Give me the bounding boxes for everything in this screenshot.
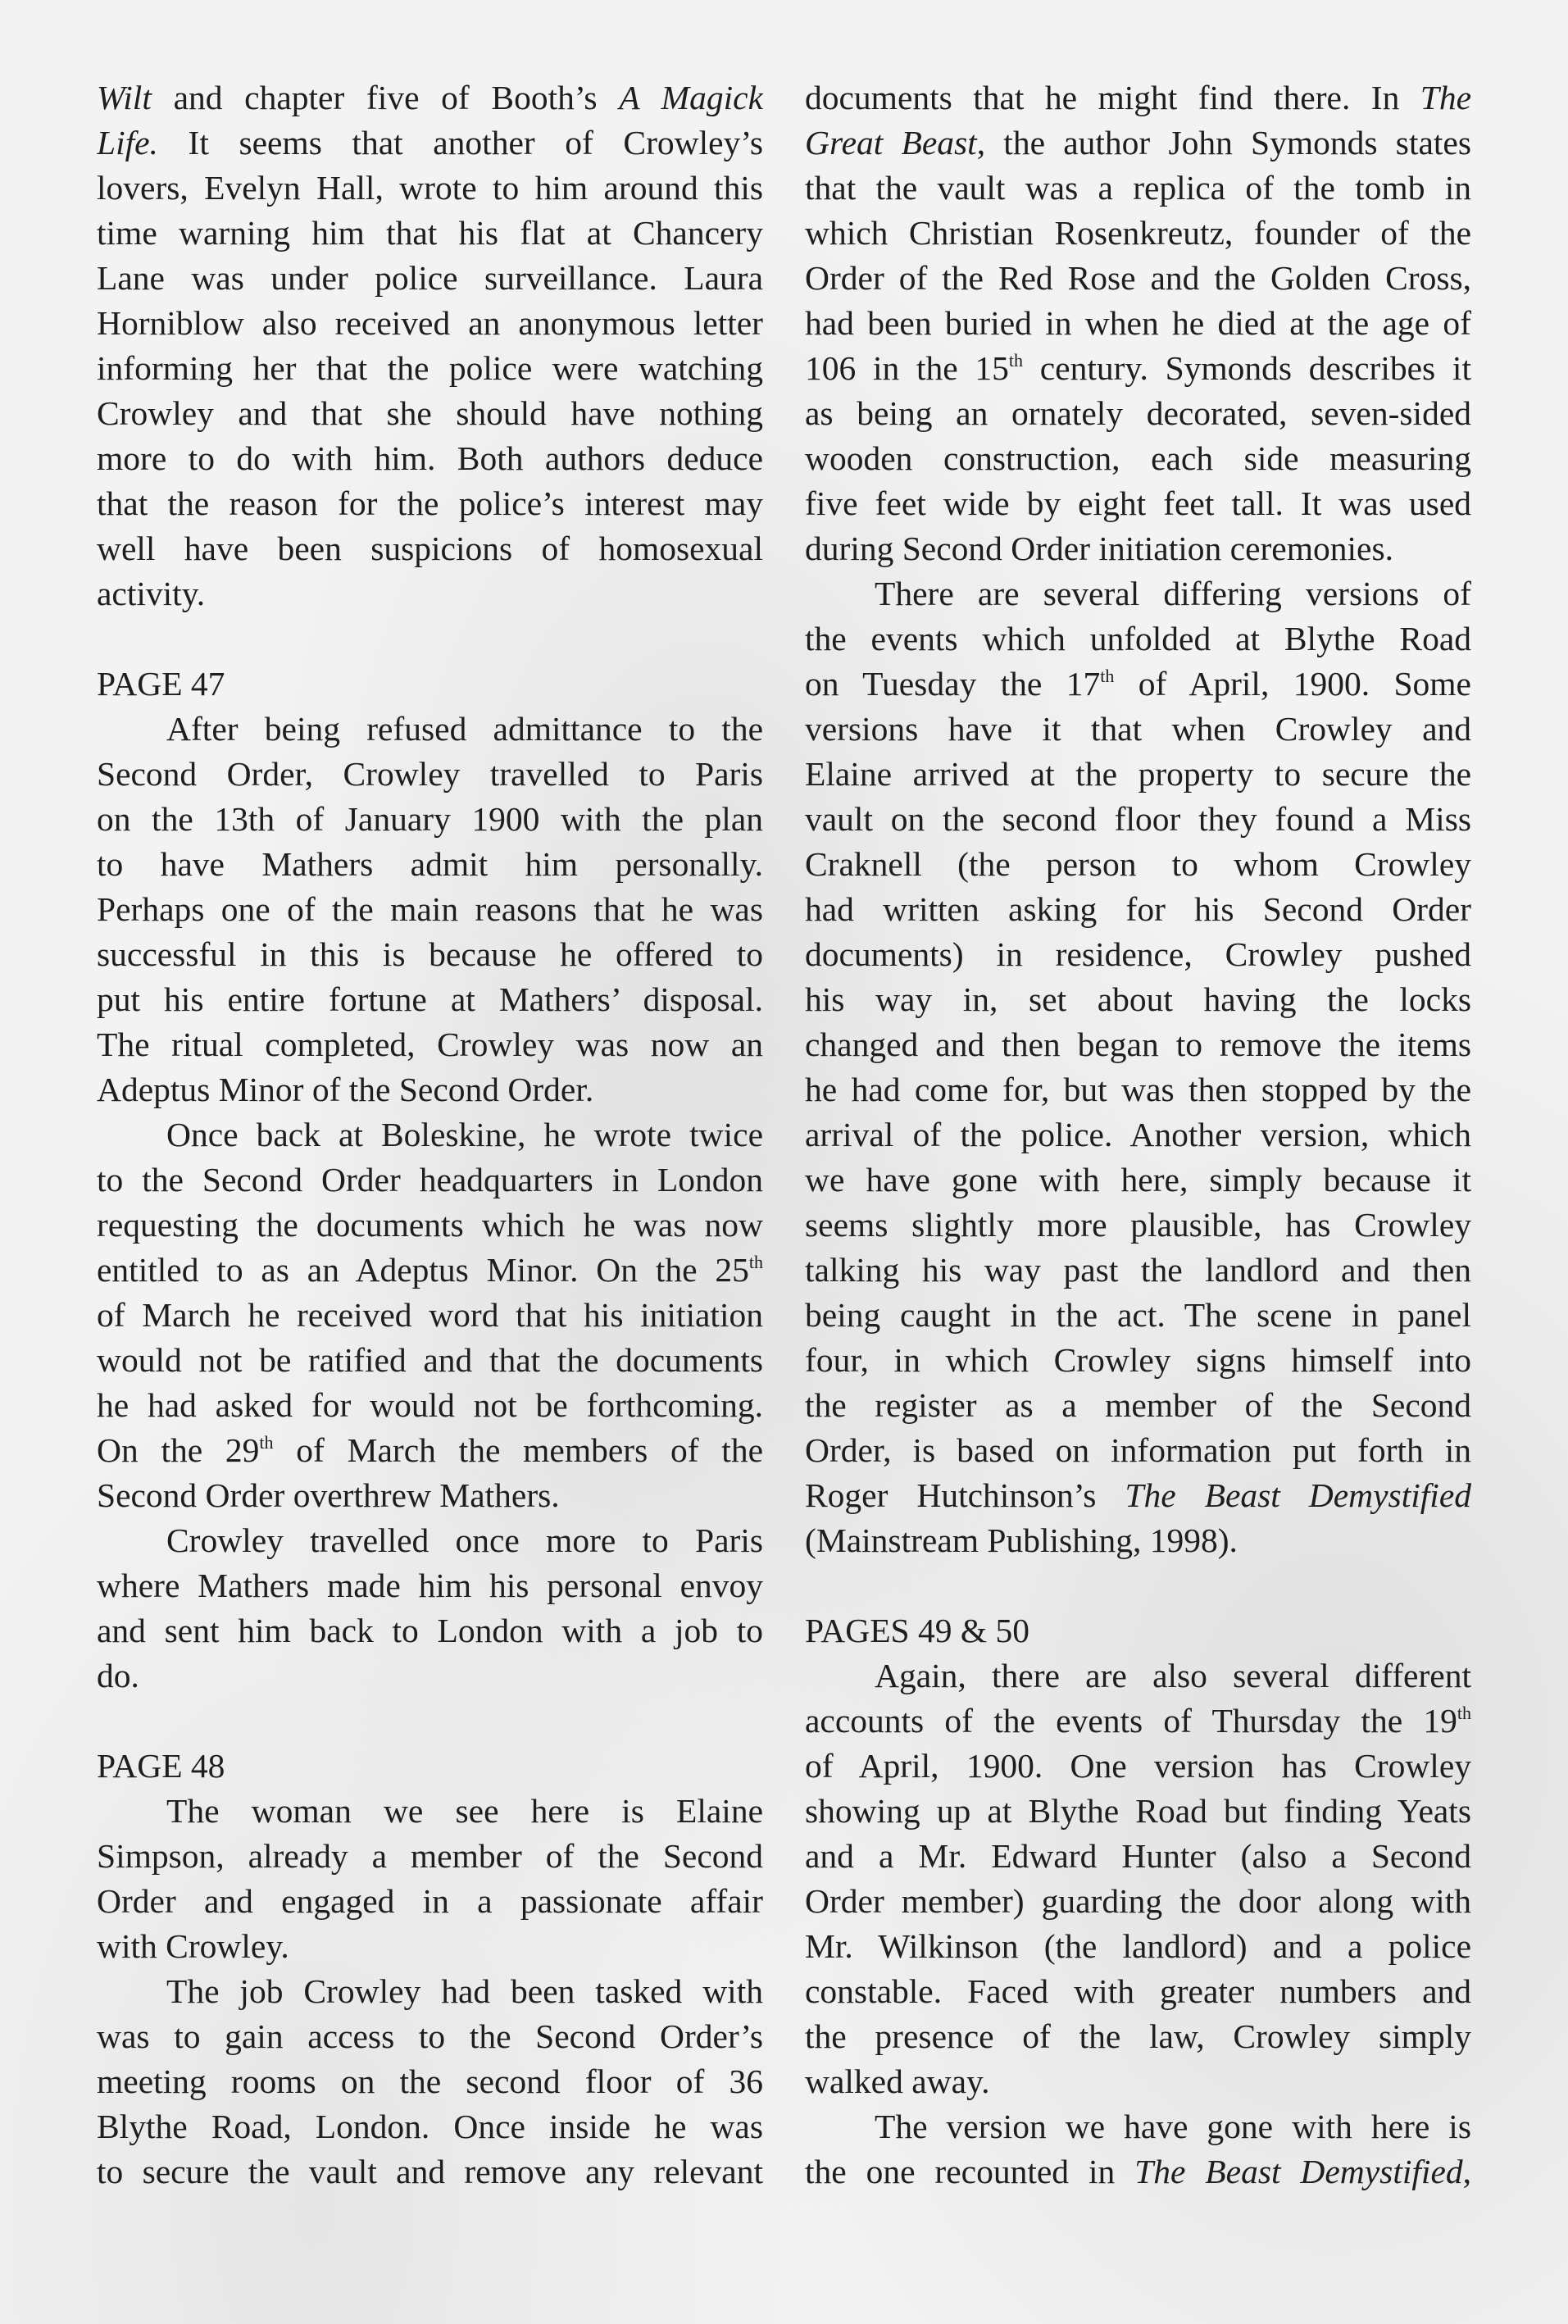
section-heading: [97, 662, 763, 707]
text-line: [97, 842, 763, 887]
text-run: Roger Hutchinson’s: [805, 1476, 1125, 1514]
text-line: [805, 166, 1471, 211]
text-line: [805, 301, 1471, 346]
text-line: [97, 1518, 763, 1563]
text-line: [805, 842, 1471, 887]
text-run: activity.: [97, 575, 206, 612]
text-run: PAGE 48: [97, 1747, 225, 1785]
text-run: Elaine arrived at the property to secure the: [805, 755, 1471, 793]
text-line: [97, 256, 763, 301]
text-line: [97, 75, 763, 121]
text-line: [97, 301, 763, 346]
text-run: more to do with him. Both authors deduce: [97, 439, 763, 477]
text-line: [805, 1969, 1471, 2014]
text-line: [97, 1248, 763, 1293]
text-run: his way in, set about having the locks: [805, 980, 1471, 1018]
text-run: requesting the documents which he was now: [97, 1206, 763, 1244]
text-run: that the vault was a replica of the tomb in: [805, 169, 1471, 207]
text-run: had been buried in when he died at the age of: [805, 304, 1471, 342]
text-run: to the Second Order headquarters in London: [97, 1161, 763, 1198]
text-line: [97, 1608, 763, 1653]
text-line: [805, 436, 1471, 481]
text-line: [805, 1879, 1471, 1924]
text-line: [97, 1203, 763, 1248]
text-line: [97, 1969, 763, 2014]
text-run: which Christian Rosenkreutz, founder of the: [805, 214, 1471, 252]
text-line: [97, 1834, 763, 1879]
ordinal-superscript: th: [748, 1252, 763, 1272]
text-line: [805, 346, 1471, 391]
text-run: successful in this is because he offered to: [97, 935, 763, 973]
text-line: [97, 1022, 763, 1067]
text-line: [805, 1789, 1471, 1834]
italic-title: Wilt: [97, 79, 152, 116]
text-run: , the author John Symonds states: [976, 124, 1471, 161]
text-run: where Mathers made him his personal envoy: [97, 1567, 763, 1604]
text-line: [97, 797, 763, 842]
text-line: [97, 1157, 763, 1203]
text-line: [805, 121, 1471, 166]
text-line: [97, 166, 763, 211]
text-run: of March the members of the: [273, 1431, 763, 1469]
text-run: century. Symonds describes it: [1023, 349, 1471, 387]
text-run: the register as a member of the Second: [805, 1386, 1471, 1424]
text-line: [805, 1067, 1471, 1112]
text-line: [97, 436, 763, 481]
text-run: PAGES 49 & 50: [805, 1612, 1030, 1649]
text-run: being caught in the act. The scene in panel: [805, 1296, 1471, 1334]
text-run: Once back at Boleskine, he wrote twice: [166, 1116, 763, 1153]
text-line: [97, 1699, 763, 1744]
text-run: that the reason for the police’s interest may: [97, 484, 763, 522]
italic-title: Great Beast: [805, 124, 977, 161]
text-run: showing up at Blythe Road but finding Yeats: [805, 1792, 1471, 1830]
ordinal-superscript: th: [259, 1432, 274, 1453]
text-run: entitled to as an Adeptus Minor. On the 25: [97, 1251, 749, 1289]
italic-title: The: [1420, 79, 1471, 116]
text-run: Mr. Wilkinson (the landlord) and a police: [805, 1927, 1471, 1965]
text-line: [805, 1157, 1471, 1203]
ordinal-superscript: th: [1457, 1703, 1471, 1723]
text-run: and a Mr. Edward Hunter (also a Second: [805, 1837, 1471, 1875]
text-run: would not be ratified and that the documents: [97, 1341, 763, 1379]
text-line: [805, 662, 1471, 707]
text-line: [805, 1293, 1471, 1338]
text-line: [97, 1879, 763, 1924]
text-run: constable. Faced with greater numbers and: [805, 1972, 1471, 2010]
text-line: [805, 1473, 1471, 1518]
text-run: meeting rooms on the second floor of 36: [97, 2062, 763, 2100]
text-line: [97, 1067, 763, 1112]
text-line: [97, 346, 763, 391]
text-run: of April, 1900. One version has Crowley: [805, 1747, 1471, 1785]
text-line: [805, 752, 1471, 797]
text-run: the events which unfolded at Blythe Road: [805, 620, 1471, 657]
text-run: the presence of the law, Crowley simply: [805, 2017, 1471, 2055]
text-run: Simpson, already a member of the Second: [97, 1837, 763, 1875]
text-line: [97, 1338, 763, 1383]
text-run: of April, 1900. Some: [1114, 665, 1471, 703]
text-run: Second Order, Crowley travelled to Paris: [97, 755, 763, 793]
italic-title: The Beast Demystified: [1125, 1476, 1471, 1514]
text-line: [97, 1293, 763, 1338]
text-line: [97, 1924, 763, 1969]
text-run: The job Crowley had been tasked with: [166, 1972, 763, 2010]
text-run: we have gone with here, simply because it: [805, 1161, 1471, 1198]
text-run: and chapter five of Booth’s: [151, 79, 620, 116]
text-line: [97, 2014, 763, 2059]
text-run: arrival of the police. Another version, which: [805, 1116, 1471, 1153]
text-line: [805, 75, 1471, 121]
text-line: [805, 1112, 1471, 1157]
text-run: Crowley travelled once more to Paris: [166, 1521, 763, 1559]
ordinal-superscript: th: [1008, 350, 1024, 371]
text-run: with Crowley.: [97, 1927, 289, 1965]
text-line: [97, 121, 763, 166]
text-line: [97, 1383, 763, 1428]
text-run: documents that he might find there. In: [805, 79, 1420, 116]
text-line: [97, 932, 763, 977]
text-run: Adeptus Minor of the Second Order.: [97, 1071, 594, 1108]
text-line: [805, 526, 1471, 571]
text-line: [805, 797, 1471, 842]
text-run: The version we have gone with here is: [875, 2108, 1471, 2145]
text-run: Horniblow also received an anonymous letter: [97, 304, 763, 342]
text-run: well have been suspicions of homosexual: [97, 530, 763, 567]
text-run: Craknell (the person to whom Crowley: [805, 845, 1471, 883]
text-run: Order member) guarding the door along with: [805, 1882, 1471, 1920]
text-run: 106 in the 15: [805, 349, 1009, 387]
text-run: PAGE 47: [97, 665, 225, 703]
text-line: [97, 1473, 763, 1518]
text-run: Second Order overthrew Mathers.: [97, 1476, 560, 1514]
text-line: [97, 2104, 763, 2149]
text-run: ,: [1462, 2153, 1471, 2190]
text-run: walked away.: [805, 2062, 990, 2100]
text-run: Order of the Red Rose and the Golden Cross,: [805, 259, 1471, 297]
text-run: time warning him that his flat at Chancery: [97, 214, 763, 252]
text-line: [805, 571, 1471, 616]
text-line: [805, 616, 1471, 662]
text-line: [97, 2149, 763, 2194]
text-run: informing her that the police were watching: [97, 349, 763, 387]
text-run: accounts of the events of Thursday the 19: [805, 1702, 1457, 1740]
text-line: [805, 2059, 1471, 2104]
text-line: [97, 571, 763, 616]
text-run: changed and then began to remove the items: [805, 1026, 1471, 1063]
text-run: the one recounted in: [805, 2153, 1135, 2190]
text-line: [97, 211, 763, 256]
text-line: [97, 752, 763, 797]
text-run: talking his way past the landlord and then: [805, 1251, 1471, 1289]
text-run: Lane was under police surveillance. Laura: [97, 259, 763, 297]
text-line: [805, 1699, 1471, 1744]
text-line: [97, 616, 763, 662]
text-run: After being refused admittance to the: [166, 710, 763, 748]
text-run: versions have it that when Crowley and: [805, 710, 1471, 748]
text-run: Perhaps one of the main reasons that he was: [97, 890, 763, 928]
text-line: [97, 481, 763, 526]
text-run: (Mainstream Publishing, 1998).: [805, 1521, 1238, 1559]
text-line: [805, 1338, 1471, 1383]
text-run: seems slightly more plausible, has Crowley: [805, 1206, 1471, 1244]
text-line: [805, 2149, 1471, 2194]
text-line: [805, 1022, 1471, 1067]
text-line: [97, 1563, 763, 1608]
text-line: [805, 887, 1471, 932]
text-run: The ritual completed, Crowley was now an: [97, 1026, 763, 1063]
text-line: [97, 526, 763, 571]
text-run: wooden construction, each side measuring: [805, 439, 1471, 477]
text-line: [805, 932, 1471, 977]
text-line: [805, 1653, 1471, 1699]
text-run: on Tuesday the 17: [805, 665, 1101, 703]
italic-title: A Magick: [619, 79, 763, 116]
text-line: [97, 1653, 763, 1699]
text-run: during Second Order initiation ceremonies.: [805, 530, 1393, 567]
text-run: put his entire fortune at Mathers’ disposal.: [97, 980, 763, 1018]
text-run: lovers, Evelyn Hall, wrote to him around this: [97, 169, 763, 207]
text-line: [805, 211, 1471, 256]
text-line: [805, 1744, 1471, 1789]
text-run: There are several differing versions of: [875, 575, 1471, 612]
text-run: was to gain access to the Second Order’s: [97, 2017, 763, 2055]
italic-title: Life.: [97, 124, 158, 161]
text-line: [805, 2104, 1471, 2149]
text-run: five feet wide by eight feet tall. It was used: [805, 484, 1471, 522]
text-line: [805, 707, 1471, 752]
text-run: on the 13th of January 1900 with the plan: [97, 800, 763, 838]
text-run: vault on the second floor they found a Miss: [805, 800, 1471, 838]
text-line: [805, 1563, 1471, 1608]
text-run: and sent him back to London with a job to: [97, 1612, 763, 1649]
text-line: [805, 1203, 1471, 1248]
text-line: [805, 977, 1471, 1022]
text-run: Order and engaged in a passionate affair: [97, 1882, 763, 1920]
text-line: [805, 481, 1471, 526]
text-run: Crowley and that she should have nothing: [97, 394, 763, 432]
text-line: [97, 1428, 763, 1473]
text-line: [805, 1924, 1471, 1969]
text-run: as being an ornately decorated, seven-sided: [805, 394, 1471, 432]
text-run: to secure the vault and remove any relevant: [97, 2153, 763, 2190]
section-heading: [805, 1608, 1471, 1653]
text-line: [97, 977, 763, 1022]
text-run: It seems that another of Crowley’s: [157, 124, 763, 161]
section-heading: [97, 1744, 763, 1789]
text-line: [805, 1834, 1471, 1879]
text-run: do.: [97, 1657, 139, 1694]
text-line: [805, 256, 1471, 301]
text-line: [805, 2014, 1471, 2059]
left-text-column: [97, 75, 763, 2194]
text-run: to have Mathers admit him personally.: [97, 845, 763, 883]
text-run: he had asked for would not be forthcoming.: [97, 1386, 763, 1424]
text-line: [97, 707, 763, 752]
text-run: documents) in residence, Crowley pushed: [805, 935, 1471, 973]
text-run: he had come for, but was then stopped by the: [805, 1071, 1471, 1108]
text-run: of March he received word that his initiation: [97, 1296, 763, 1334]
text-line: [97, 1112, 763, 1157]
italic-title: The Beast Demystified: [1134, 2153, 1463, 2190]
text-run: On the 29: [97, 1431, 260, 1469]
text-line: [805, 1248, 1471, 1293]
text-run: Again, there are also several different: [875, 1657, 1471, 1694]
text-line: [805, 1383, 1471, 1428]
text-run: Order, is based on information put forth in: [805, 1431, 1471, 1469]
text-run: had written asking for his Second Order: [805, 890, 1471, 928]
text-line: [97, 2059, 763, 2104]
text-line: [805, 391, 1471, 436]
text-line: [97, 1789, 763, 1834]
text-line: [805, 1518, 1471, 1563]
right-text-column: [805, 75, 1471, 2194]
ordinal-superscript: th: [1100, 666, 1115, 686]
text-line: [97, 391, 763, 436]
text-line: [805, 1428, 1471, 1473]
text-run: four, in which Crowley signs himself into: [805, 1341, 1471, 1379]
text-run: The woman we see here is Elaine: [166, 1792, 763, 1830]
text-run: Blythe Road, London. Once inside he was: [97, 2108, 763, 2145]
text-line: [97, 887, 763, 932]
